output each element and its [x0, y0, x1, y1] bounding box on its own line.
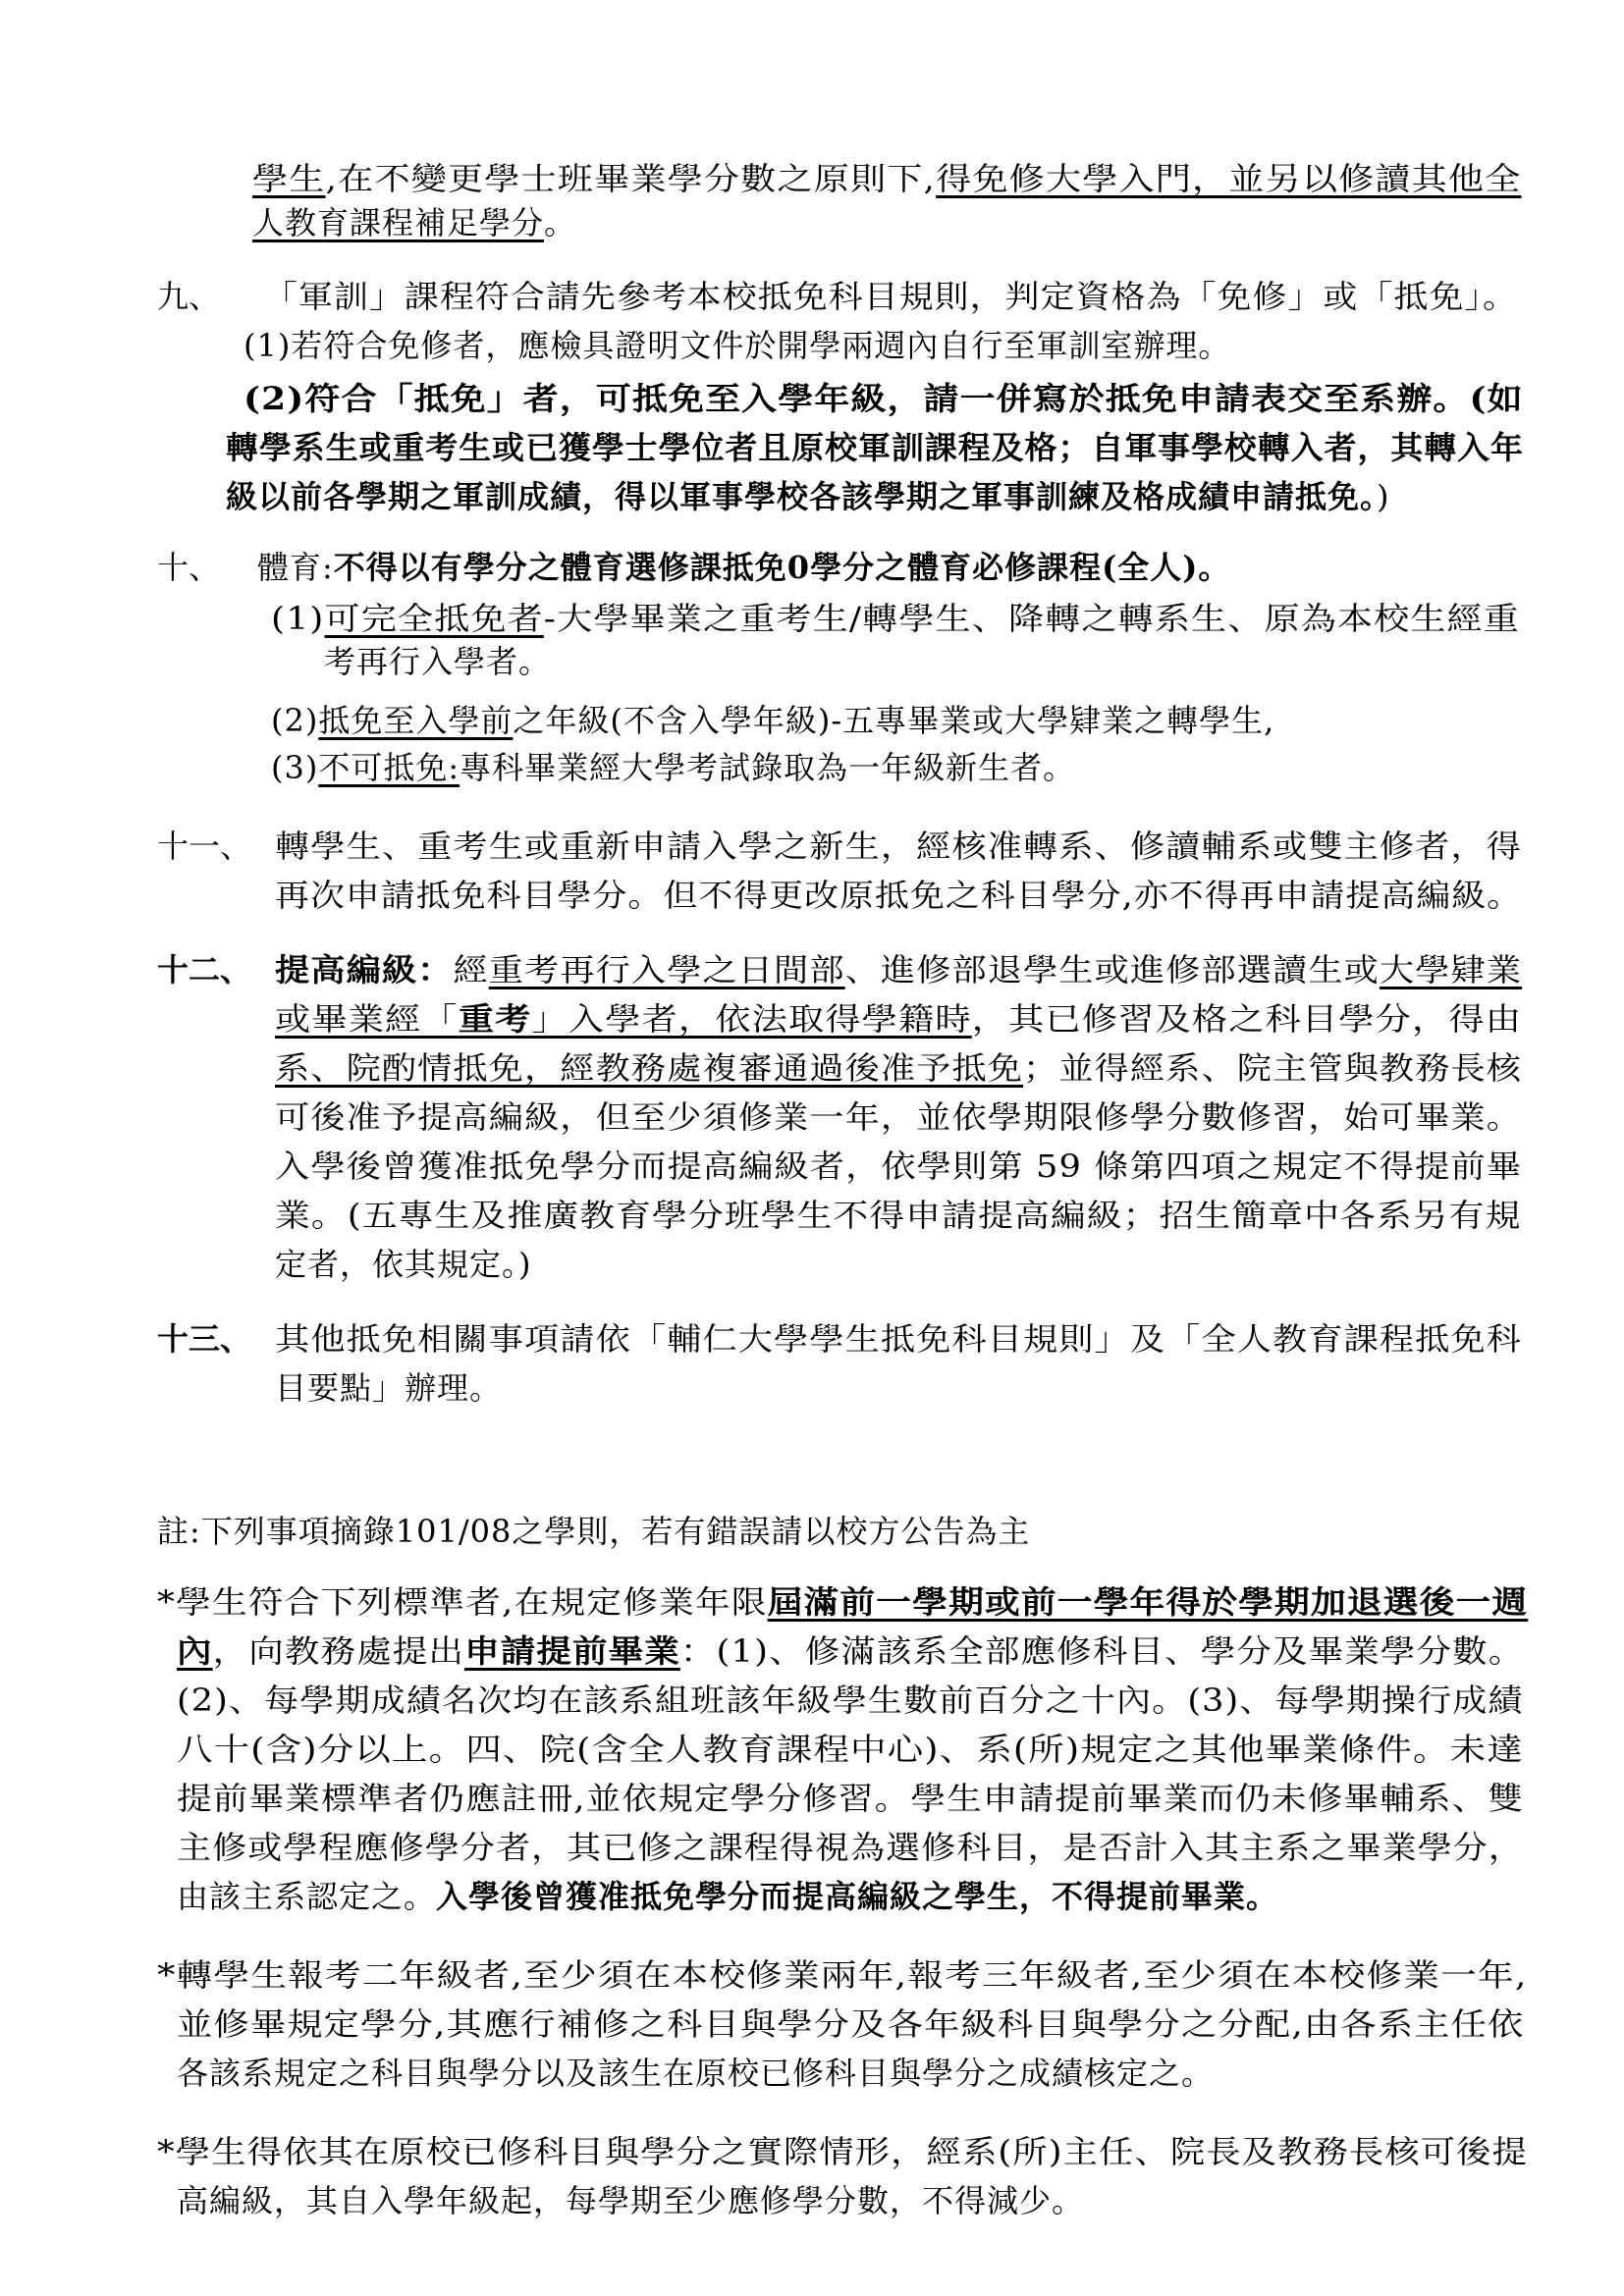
text-run: 「軍訓」課程符合請先參考本校抵免科目規則，判定資格為「免修」或「抵免」。 [263, 278, 1518, 315]
note-1-line-3 [177, 1679, 1524, 1722]
text-run: (3) [271, 749, 319, 786]
note-1-line-1 [157, 1580, 1528, 1624]
text-run: 定者，依其規定。) [275, 1246, 532, 1283]
note-3-line-1 [157, 2130, 1528, 2173]
text-run: *學生符合下列標準者,在規定修業年限 [157, 1583, 768, 1621]
note-1-line-5 [177, 1777, 1524, 1820]
item-9-line-2 [244, 324, 1230, 367]
item-12-line-6 [275, 1194, 1521, 1237]
text-run: 入學後曾獲准抵免學分而提高編級者，依學則第 59 條第四項之規定不得提前畢 [275, 1148, 1523, 1185]
text-run: ) [1377, 478, 1390, 515]
text-run: 不可抵免: [318, 749, 460, 786]
text-run: 大學肄業 [1379, 951, 1523, 988]
text-run: 考再行入學者。 [324, 643, 552, 680]
text-run: ，向教務處提出 [212, 1632, 465, 1670]
text-run: 轉學生、重考生或重新申請入學之新生，經核准轉系、修讀輔系或雙主修者，得 [275, 828, 1523, 865]
text-run: 各該系規定之科目與學分以及該生在原校已修科目與學分之成績核定之。 [177, 2055, 1215, 2092]
item-12-line-3 [275, 1046, 1522, 1090]
text-run: 提高編級： [275, 951, 454, 988]
text-run: (2)、每學期成績名次均在該系組班該年級學生數前百分之十內。(3)、每學期操行成績 [177, 1682, 1524, 1719]
note-line [157, 1510, 1030, 1553]
item-9-line-4 [226, 426, 1524, 469]
item-10-line-2 [271, 597, 1520, 640]
text-run: 或畢業經「 [275, 1000, 459, 1038]
text-run: 之年級(不含入學年級)-五專畢業或大學肄業之轉學生, [513, 702, 1275, 739]
text-run: 內 [177, 1632, 213, 1670]
text-run: ,在不變更學士班畢業學分數之原則下, [325, 160, 937, 197]
text-run: 再次申請抵免科目學分。但不得更改原抵免之科目學分,亦不得再申請提高編級。 [275, 877, 1523, 914]
text-run: 八十(含)分以上。四、院(含全人教育課程中心)、系(所)規定之其他畢業條件。未達 [177, 1731, 1524, 1768]
text-run: 重考 [458, 1000, 532, 1038]
intro-line-1 [252, 157, 1521, 200]
item-12-marker: 十二、 [157, 951, 252, 988]
item-12-line-4 [275, 1095, 1522, 1139]
text-run: 專科畢業經大學考試錄取為一年級新生者。 [460, 749, 1076, 786]
item-11-marker: 十一、 [157, 828, 252, 865]
item-9-line-5 [226, 475, 1390, 518]
item-10-marker: 十、 [157, 549, 221, 586]
text-run: 目要點」辦理。 [275, 1369, 503, 1407]
text-run: 主修或學程應修學分者，其已修之課程得視為選修科目，是否計入其主系之畢業學分， [177, 1829, 1525, 1866]
note-1-line-4 [177, 1728, 1524, 1771]
item-11-line-2 [275, 874, 1522, 917]
text-run: 」入學者，依法取得學籍時 [531, 1000, 972, 1038]
text-run: 入學後曾獲准抵免學分而提高編級之學生，不得提前畢業。 [436, 1878, 1279, 1915]
item-10-line-3 [324, 640, 551, 683]
text-run: 人教育課程補足學分 [252, 204, 545, 241]
item-13-marker: 十三、 [157, 1320, 252, 1358]
text-run: 學生 [252, 160, 326, 197]
item-9-line-3 [244, 377, 1524, 420]
text-run: -大學畢業之重考生/轉學生、降轉之轉系生、原為本校生經重 [543, 600, 1520, 637]
text-run: 系、院酌情抵免，經教務處複審通過後准予抵免 [275, 1049, 1024, 1087]
text-run: 並修畢規定學分,其應行補修之科目與學分及各年級科目與學分之分配,由各系主任依 [177, 2005, 1525, 2043]
text-run: 其他抵免相關事項請依「輔仁大學學生抵免科目規則」及「全人教育課程抵免科 [275, 1320, 1523, 1358]
text-run: ：(1)、修滿該系全部應修科目、學分及畢業學分數。 [679, 1632, 1525, 1670]
text-run: 、進修部退學生或進修部選讀生或 [844, 951, 1380, 988]
text-run: (1)若符合免修者，應檢具證明文件於開學兩週內自行至軍訓室辦理。 [244, 327, 1231, 364]
note-2-line-2 [177, 2002, 1524, 2046]
text-run: 註:下列事項摘錄101/08之學則，若有錯誤請以校方公告為主 [157, 1513, 1031, 1550]
text-run: 抵免至入學前 [318, 702, 514, 739]
text-run: 業。(五專生及推廣教育學分班學生不得申請提高編級；招生簡章中各系另有規 [275, 1197, 1522, 1234]
note-3-line-2 [177, 2179, 1084, 2222]
text-run: (2)符合「抵免」者，可抵免至入學年級，請一併寫於抵免申請表交至系辦。(如 [244, 380, 1524, 417]
text-run: 轉學系生或重考生或已獲學士學位者且原校軍訓課程及格；自軍事學校轉入者，其轉入年 [226, 429, 1525, 466]
text-run: (2) [271, 702, 319, 739]
note-1-line-2 [177, 1629, 1524, 1673]
text-run: (1) [271, 600, 325, 637]
item-9-line-1 [263, 275, 1518, 318]
note-2-line-3 [177, 2052, 1214, 2095]
item-11-line-1 [275, 825, 1522, 868]
item-10-line-5 [271, 746, 1075, 789]
item-12-line-7 [275, 1243, 532, 1286]
text-run: 經 [453, 951, 489, 988]
text-run: *學生得依其在原校已修科目與學分之實際情形，經系(所)主任、院長及教務長核可後提 [157, 2133, 1529, 2170]
text-run: 體育: [257, 549, 334, 586]
text-run: *轉學生報考二年級者,至少須在本校修業兩年,報考三年級者,至少須在本校修業一年, [157, 1956, 1528, 1994]
text-run: 提前畢業標準者仍應註冊,並依規定學分修習。學生申請提前畢業而仍未修畢輔系、雙 [177, 1780, 1525, 1817]
text-run: 由該主系認定之。 [177, 1878, 437, 1915]
item-13-line-1 [275, 1317, 1522, 1361]
note-1-line-6 [177, 1826, 1524, 1869]
item-10-line-1 [257, 546, 1230, 589]
text-run: 可後准予提高編級，但至少須修業一年，並依學期限修學分數修習，始可畢業。 [275, 1098, 1523, 1136]
item-10-line-4 [271, 699, 1274, 742]
item-13-line-2 [275, 1366, 502, 1410]
text-run: 不得以有學分之體育選修課抵免0學分之體育必修課程(全人)。 [333, 549, 1231, 586]
item-9-marker: 九、 [157, 278, 221, 315]
intro-line-2 [252, 201, 576, 244]
text-run: 申請提前畢業 [464, 1632, 680, 1670]
text-run: ；並得經系、院主管與教務長核 [1023, 1049, 1523, 1087]
text-run: 。 [544, 204, 577, 241]
item-12-line-1 [275, 948, 1522, 991]
text-run: 可完全抵免者 [324, 600, 544, 637]
note-1-line-7 [177, 1875, 1278, 1918]
text-run: 得免修大學入門，並另以修讀其他全 [936, 160, 1522, 197]
text-run: 屆滿前一學期或前一學年得於學期加退選後一週 [767, 1583, 1529, 1621]
text-run: 高編級，其自入學年級起，每學期至少應修學分數，不得減少。 [177, 2182, 1085, 2219]
item-12-line-5 [275, 1145, 1522, 1188]
text-run: 重考再行入學之日間部 [488, 951, 845, 988]
note-2-line-1 [157, 1953, 1528, 1997]
text-run: ，其已修習及格之科目學分，得由 [971, 1000, 1523, 1038]
text-run: 級以前各學期之軍訓成績，得以軍事學校各該學期之軍事訓練及格成績申請抵免。 [226, 478, 1378, 515]
item-12-line-2 [275, 997, 1522, 1041]
